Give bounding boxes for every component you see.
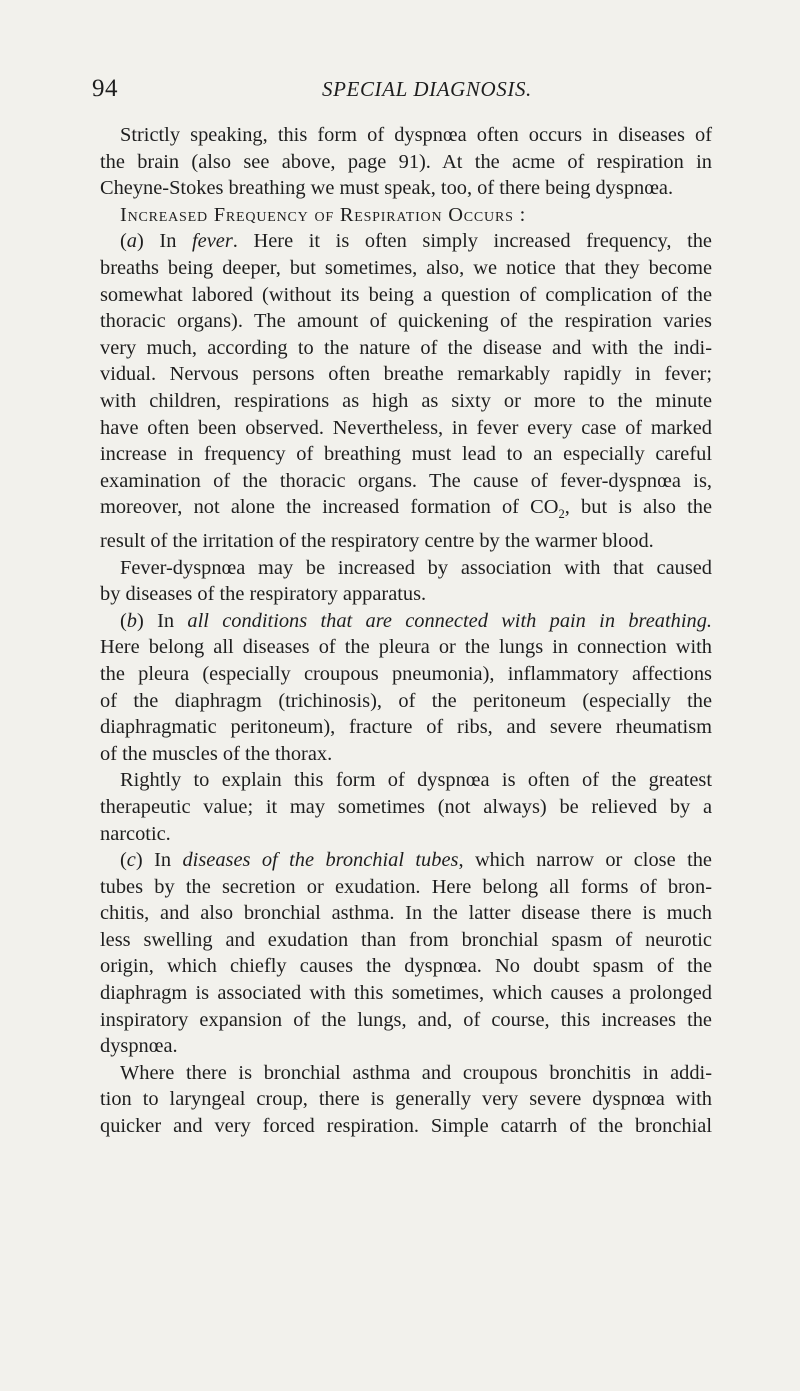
text-line bbox=[100, 255, 712, 282]
running-head-title: SPECIAL DIAGNOSIS. bbox=[322, 77, 532, 101]
text-segment: Cheyne-Stokes breathing we must speak, too, of there being dyspnœa. bbox=[100, 177, 674, 200]
text-segment: the pleura (especially croupous pneumonia), inflammatory affections bbox=[100, 662, 712, 685]
text-line bbox=[100, 175, 712, 202]
text-line bbox=[100, 688, 712, 715]
text-line bbox=[100, 308, 712, 335]
text-segment: less swelling and exudation than from bronchial spasm of neurotic bbox=[100, 928, 712, 951]
text-segment: have often been observed. Nevertheless, in fever every case of marked bbox=[100, 416, 712, 439]
text-segment: narcotic. bbox=[100, 822, 171, 845]
text-line bbox=[100, 228, 712, 255]
italic-text: all conditions that are connected with pain in breathing. bbox=[187, 609, 712, 632]
text-line bbox=[100, 555, 712, 582]
text-line bbox=[100, 361, 712, 388]
running-head bbox=[92, 75, 672, 105]
text-segment: Strictly speaking, this form of dyspnœa often occurs in diseases of bbox=[120, 124, 712, 146]
text-segment: ( bbox=[120, 849, 127, 872]
text-segment: of the muscles of the thorax. bbox=[100, 742, 333, 765]
text-line bbox=[100, 900, 712, 927]
text-line bbox=[100, 821, 712, 848]
text-segment: , but is also the bbox=[564, 496, 712, 519]
text-segment: ( bbox=[120, 230, 127, 253]
text-line bbox=[100, 953, 712, 980]
text-line bbox=[100, 468, 712, 495]
text-segment: origin, which chiefly causes the dyspnœa. No doubt spasm of the bbox=[100, 955, 712, 978]
text-segment: the brain (also see above, page 91). At the acme of respiration in bbox=[100, 150, 712, 173]
text-segment: ) In bbox=[137, 230, 193, 253]
text-line bbox=[100, 282, 712, 309]
text-segment: chitis, and also bronchial asthma. In the latter disease there is much bbox=[100, 902, 712, 925]
text-line bbox=[100, 714, 712, 741]
italic-text: fever bbox=[192, 230, 233, 253]
text-line bbox=[100, 608, 712, 635]
text-line bbox=[100, 634, 712, 661]
text-line bbox=[100, 1033, 712, 1060]
text-line bbox=[100, 122, 712, 149]
italic-text: c bbox=[126, 849, 136, 872]
text-line bbox=[100, 927, 712, 954]
text-segment: Fever-dyspnœa may be increased by association with that caused bbox=[120, 556, 712, 579]
text-line bbox=[100, 874, 712, 901]
text-line bbox=[100, 767, 712, 794]
text-segment: examination of the thoracic organs. The cause of fever-dyspnœa is, bbox=[100, 469, 712, 492]
text-line bbox=[100, 494, 712, 528]
text-segment: . Here it is often simply increased frequency, the bbox=[232, 230, 712, 253]
text-line bbox=[100, 1060, 712, 1087]
text-segment: by diseases of the respiratory apparatus. bbox=[100, 583, 427, 606]
text-segment: , which narrow or close the bbox=[458, 849, 712, 872]
text-segment: tubes by the secretion or exudation. Here belong all forms of bron- bbox=[100, 875, 712, 898]
text-line bbox=[100, 149, 712, 176]
text-segment: of the diaphragm (trichinosis), of the peritoneum (especially the bbox=[100, 689, 712, 712]
text-line bbox=[100, 335, 712, 362]
text-line bbox=[100, 847, 712, 874]
text-segment: very much, according to the nature of the disease and with the indi- bbox=[100, 336, 712, 359]
text-segment: diaphragmatic peritoneum), fracture of ribs, and severe rheumatism bbox=[100, 716, 712, 739]
text-line bbox=[100, 415, 712, 442]
text-segment: therapeutic value; it may sometimes (not always) be relieved by a bbox=[100, 795, 712, 818]
italic-text: b bbox=[126, 609, 137, 632]
text-segment: ) In bbox=[137, 609, 188, 632]
text-line bbox=[100, 528, 712, 555]
text-segment: dyspnœa. bbox=[100, 1035, 178, 1058]
italic-text: diseases of the bronchial tubes bbox=[182, 849, 459, 872]
text-segment: vidual. Nervous persons often breathe remarkably rapidly in fever; bbox=[100, 363, 712, 386]
text-line bbox=[100, 661, 712, 688]
text-line bbox=[100, 388, 712, 415]
text-line bbox=[100, 1007, 712, 1034]
text-line bbox=[100, 741, 712, 768]
text-segment: with children, respirations as high as sixty or more to the minute bbox=[100, 389, 712, 412]
text-line bbox=[100, 1086, 712, 1113]
italic-text: a bbox=[126, 230, 137, 253]
text-segment: inspiratory expansion of the lungs, and, of course, this increases the bbox=[100, 1008, 712, 1031]
text-line bbox=[100, 581, 712, 608]
text-line bbox=[100, 980, 712, 1007]
text-line bbox=[100, 794, 712, 821]
text-segment: somewhat labored (without its being a question of complication of the bbox=[100, 283, 712, 306]
text-line bbox=[100, 441, 712, 468]
text-line bbox=[100, 1113, 712, 1140]
page-number: 94 bbox=[92, 75, 118, 102]
subscript-text: 2 bbox=[558, 507, 565, 522]
text-segment: tion to laryngeal croup, there is generally very severe dyspnœa with bbox=[100, 1088, 712, 1111]
text-segment: increase in frequency of breathing must lead to an especially careful bbox=[100, 443, 712, 466]
text-segment: ( bbox=[120, 609, 127, 632]
body-text bbox=[100, 122, 712, 1140]
section-heading: Increased Frequency of Respiration Occurs : bbox=[120, 203, 527, 226]
text-line bbox=[100, 202, 712, 229]
text-segment: ) In bbox=[135, 849, 183, 872]
text-segment: Where there is bronchial asthma and croupous bronchitis in addi- bbox=[120, 1061, 712, 1084]
text-segment: thoracic organs). The amount of quickening of the respiration varies bbox=[100, 310, 712, 333]
text-segment: Rightly to explain this form of dyspnœa is often of the greatest bbox=[120, 769, 712, 792]
text-segment: diaphragm is associated with this sometimes, which causes a prolonged bbox=[100, 982, 712, 1005]
text-segment: moreover, not alone the increased formation of CO bbox=[100, 496, 559, 519]
text-segment: result of the irritation of the respiratory centre by the warmer blood. bbox=[100, 529, 654, 552]
text-segment: quicker and very forced respiration. Simple catarrh of the bronchial bbox=[100, 1115, 712, 1138]
text-segment: Here belong all diseases of the pleura or the lungs in connection with bbox=[100, 636, 712, 659]
text-segment: breaths being deeper, but sometimes, also, we notice that they become bbox=[100, 256, 712, 279]
